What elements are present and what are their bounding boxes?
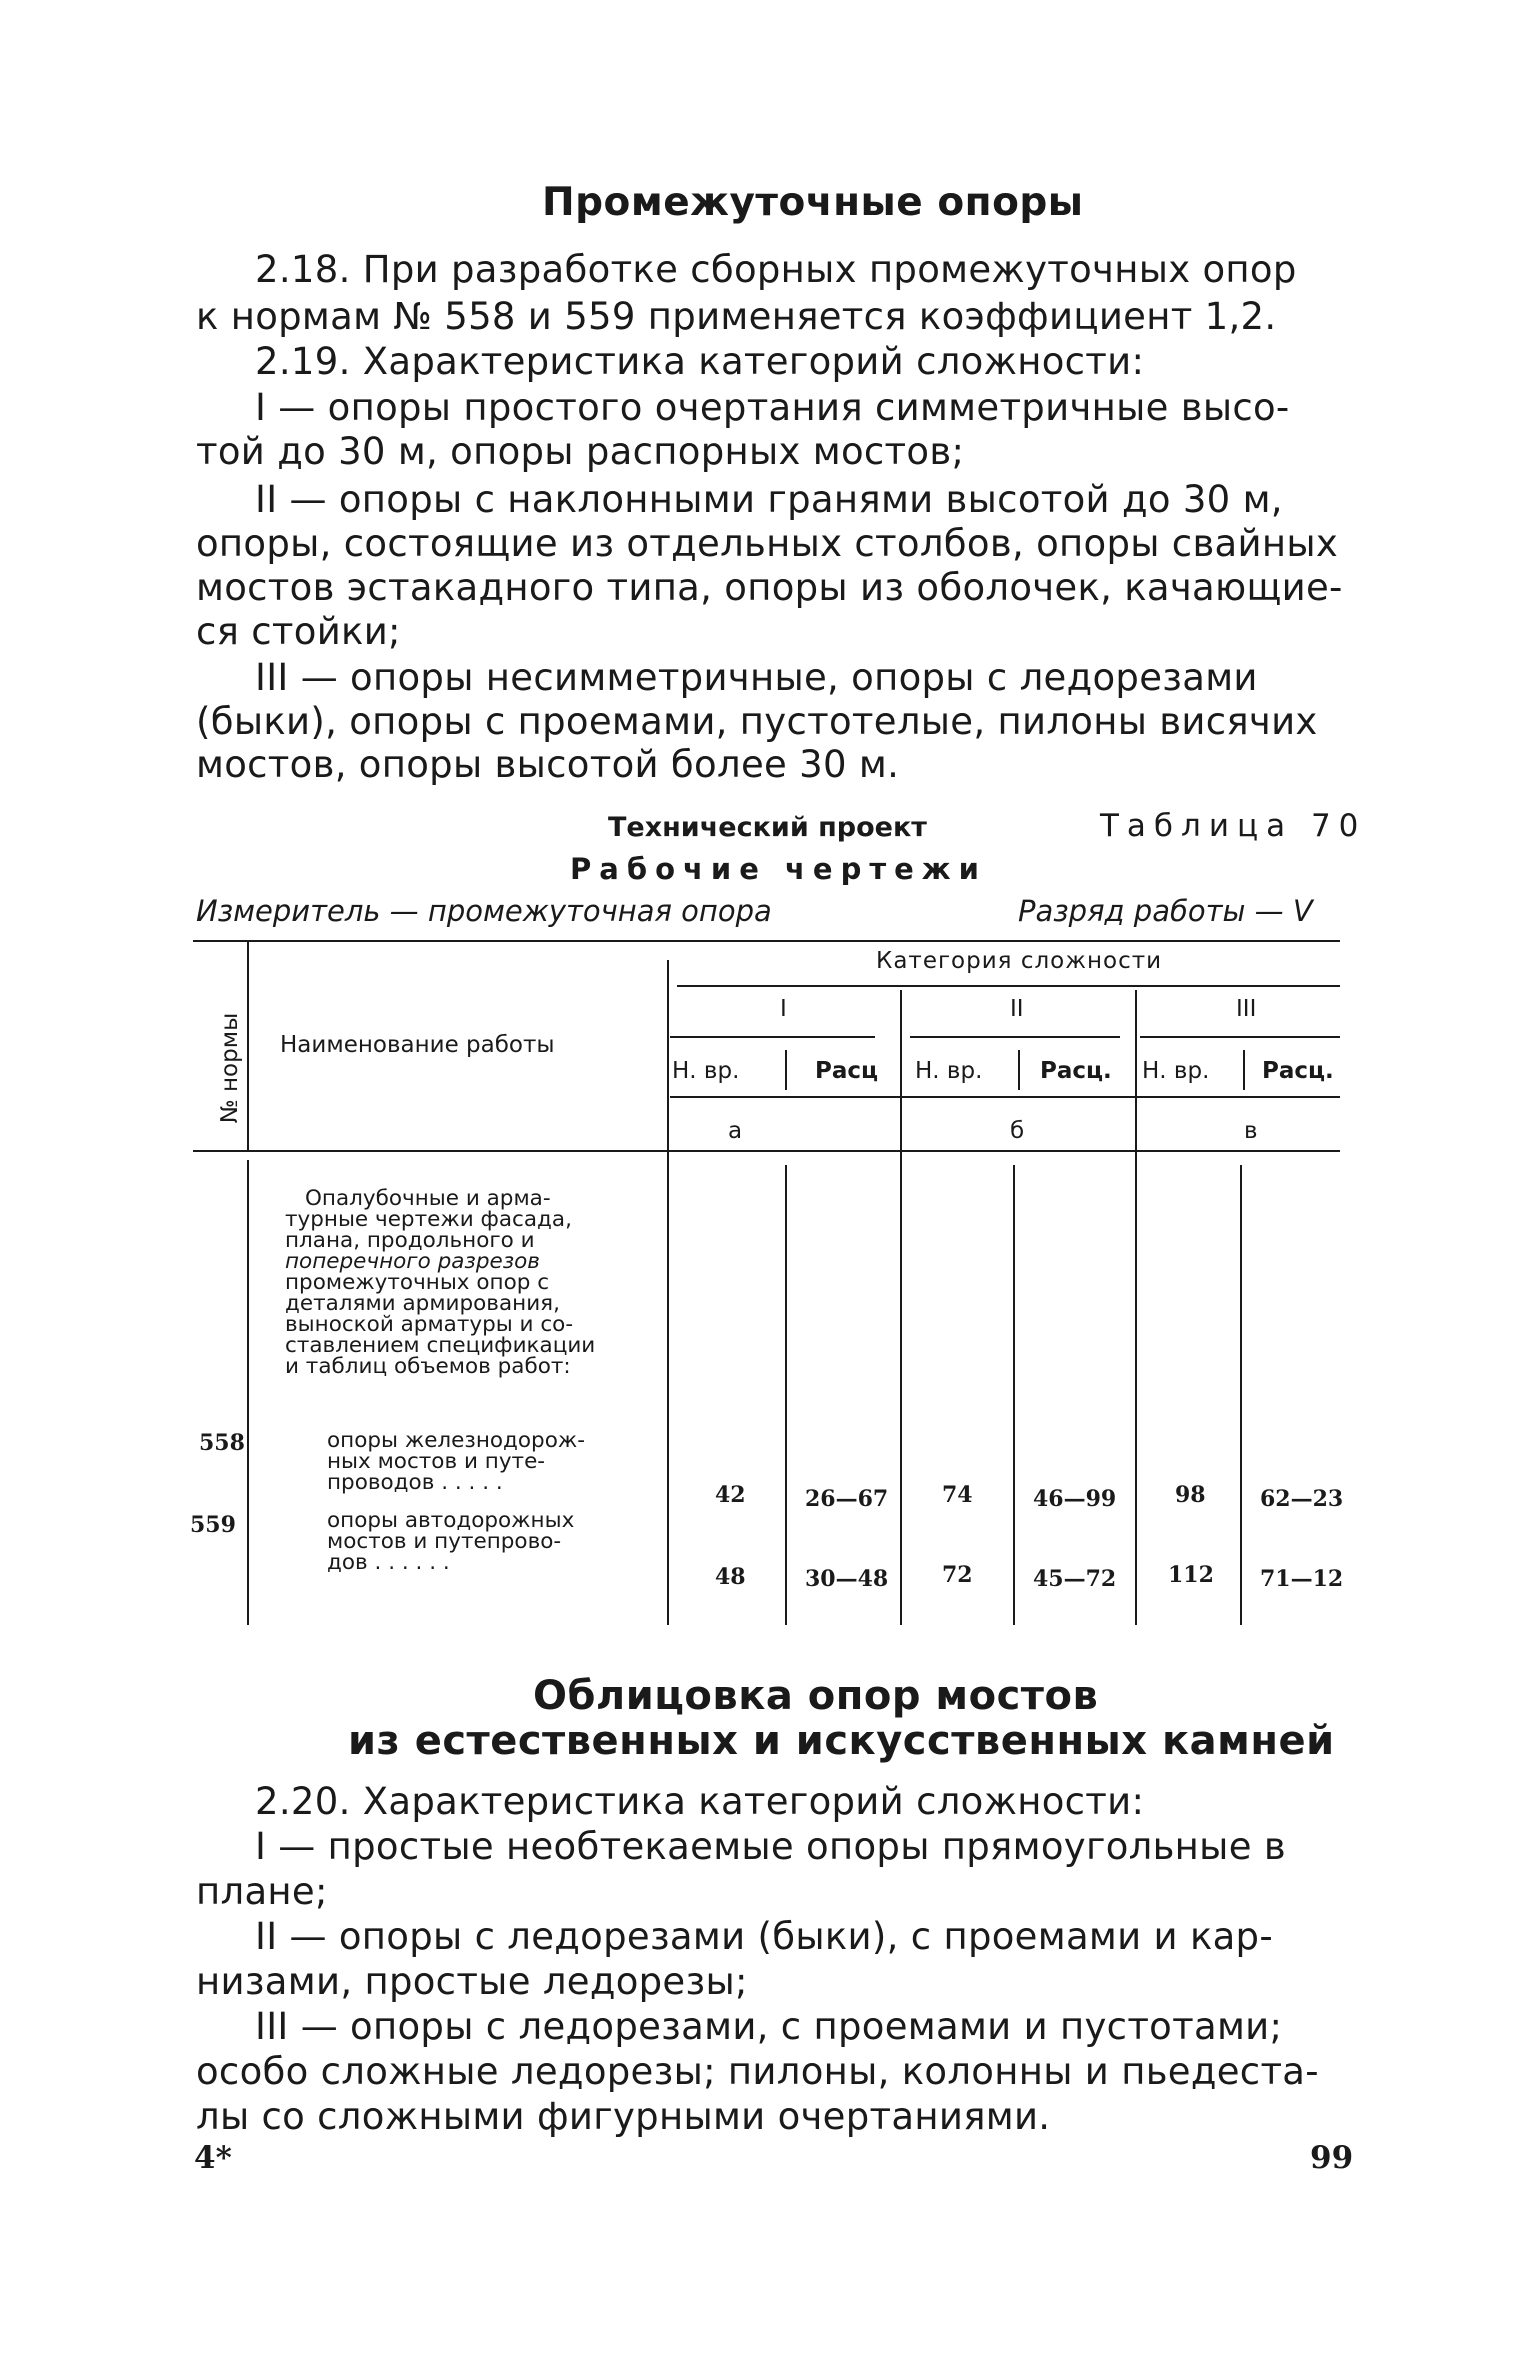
subheader-rule	[1140, 1036, 1340, 1038]
paragraph-line: 2.20. Характеристика категорий сложности:	[255, 1780, 1145, 1823]
paragraph-line: I — опоры простого очертания симметричные высо-	[255, 386, 1290, 429]
column-divider	[247, 1160, 249, 1625]
column-divider	[1243, 1050, 1245, 1090]
category-rule	[677, 985, 1340, 987]
paragraph-line: (быки), опоры с проемами, пустотелые, пилоны висячих	[196, 700, 1318, 743]
cell-value: 62—23	[1260, 1486, 1344, 1512]
paragraph-line: 2.19. Характеристика категорий сложности:	[255, 340, 1145, 383]
column-divider	[667, 960, 669, 1625]
paragraph-line: той до 30 м, опоры распорных мостов;	[196, 430, 965, 473]
subheader-rule	[910, 1036, 1120, 1038]
work-description-line: ставлением спецификации	[285, 1333, 596, 1358]
table-stage-working-drawings: Рабочие чертежи	[570, 852, 987, 886]
work-description-line: плана, продольного и	[285, 1228, 535, 1253]
subheader-norm-time: Н. вр.	[915, 1058, 983, 1084]
table-measure-unit: Измеритель — промежуточная опора	[196, 894, 772, 928]
paragraph-line: III — опоры с ледорезами, с проемами и пустотами;	[255, 2005, 1283, 2048]
column-letter-v: в	[1244, 1118, 1258, 1144]
cell-value: 46—99	[1033, 1486, 1117, 1512]
work-description-line: поперечного разрезов	[285, 1249, 540, 1274]
work-description-line: турные чертежи фасада,	[285, 1207, 572, 1232]
table-work-grade: Разряд работы — V	[1018, 894, 1313, 928]
subheader-rate: Расц	[815, 1058, 879, 1084]
cell-value: 74	[942, 1482, 973, 1508]
cell-value: 72	[942, 1562, 973, 1588]
work-description-line: Опалубочные и арма-	[305, 1186, 551, 1211]
paragraph-line: мостов, опоры высотой более 30 м.	[196, 743, 900, 786]
work-description-line: и таблиц объемов работ:	[285, 1354, 571, 1379]
row-name-line: опоры автодорожных	[327, 1508, 575, 1533]
column-divider	[1018, 1050, 1020, 1090]
work-description-line: выноской арматуры и со-	[285, 1312, 574, 1337]
cell-value: 71—12	[1260, 1566, 1344, 1592]
cell-value: 42	[715, 1482, 746, 1508]
signature-mark: 4*	[194, 2140, 232, 2176]
category-label-2: II	[1010, 996, 1024, 1022]
subheader-rate: Расц.	[1262, 1058, 1334, 1084]
column-divider	[785, 1165, 787, 1625]
row-name-line: мостов и путепрово-	[327, 1529, 562, 1554]
paragraph-line: мостов эстакадного типа, опоры из оболочек, качающие-	[196, 566, 1343, 609]
row-name-line: проводов . . . . .	[327, 1470, 503, 1495]
category-label-3: III	[1236, 996, 1257, 1022]
column-header-norm-number: № нормы	[217, 1012, 244, 1124]
table-label: Таблица 70	[1100, 808, 1367, 844]
column-divider	[1135, 990, 1137, 1625]
cell-value: 98	[1175, 1482, 1206, 1508]
paragraph-line: ся стойки;	[196, 610, 401, 653]
paragraph-line: I — простые необтекаемые опоры прямоугольные в	[255, 1825, 1286, 1868]
section-heading-line1: Облицовка опор мостов	[533, 1673, 1099, 1719]
subheader-norm-time: Н. вр.	[672, 1058, 740, 1084]
section-heading-line2: из естественных и искусственных камней	[348, 1718, 1335, 1764]
row-name-line: опоры железнодорож-	[327, 1428, 585, 1453]
paragraph-line: лы со сложными фигурными очертаниями.	[196, 2095, 1051, 2138]
column-letter-b: б	[1010, 1118, 1025, 1144]
cell-value: 48	[715, 1564, 746, 1590]
paragraph-line: особо сложные ледорезы; пилоны, колонны и пьедеста-	[196, 2050, 1319, 2093]
page-number: 99	[1310, 2140, 1354, 2176]
column-header-work-name: Наименование работы	[280, 1032, 555, 1058]
paragraph-line: II — опоры с наклонными гранями высотой до 30 м,	[255, 478, 1283, 521]
paragraph-line: плане;	[196, 1870, 328, 1913]
paragraph-line: 2.18. При разработке сборных промежуточных опор	[255, 248, 1297, 291]
paragraph-line: III — опоры несимметричные, опоры с ледорезами	[255, 656, 1258, 699]
paragraph-line: II — опоры с ледорезами (быки), с проемами и кар-	[255, 1915, 1273, 1958]
cell-value: 112	[1168, 1562, 1214, 1588]
column-header-complexity-category: Категория сложности	[876, 948, 1163, 974]
section-heading-intermediate-supports: Промежуточные опоры	[542, 180, 1084, 225]
table-stage-technical-project: Технический проект	[608, 812, 927, 843]
subheader-rule	[670, 1096, 1340, 1098]
column-divider	[1240, 1165, 1242, 1625]
norm-number: 558	[199, 1430, 245, 1456]
subheader-rule	[670, 1036, 875, 1038]
category-label-1: I	[780, 996, 787, 1022]
column-divider	[1013, 1165, 1015, 1625]
work-description-line: деталями армирования,	[285, 1291, 560, 1316]
column-divider	[900, 990, 902, 1625]
paragraph-line: к нормам № 558 и 559 применяется коэффициент 1,2.	[196, 295, 1277, 338]
norm-number: 559	[190, 1512, 236, 1538]
column-divider	[785, 1050, 787, 1090]
table-top-rule	[193, 940, 1340, 942]
paragraph-line: опоры, состоящие из отдельных столбов, опоры свайных	[196, 522, 1339, 565]
table-header-rule	[193, 1150, 1340, 1152]
row-name-line: ных мостов и путе-	[327, 1449, 546, 1474]
column-divider	[247, 940, 249, 1150]
paragraph-line: низами, простые ледорезы;	[196, 1960, 748, 2003]
cell-value: 26—67	[805, 1486, 889, 1512]
row-name-line: дов . . . . . .	[327, 1550, 450, 1575]
subheader-rate: Расц.	[1040, 1058, 1112, 1084]
subheader-norm-time: Н. вр.	[1142, 1058, 1210, 1084]
column-letter-a: а	[728, 1118, 743, 1144]
cell-value: 30—48	[805, 1566, 889, 1592]
cell-value: 45—72	[1033, 1566, 1117, 1592]
work-description-line: промежуточных опор с	[285, 1270, 550, 1295]
